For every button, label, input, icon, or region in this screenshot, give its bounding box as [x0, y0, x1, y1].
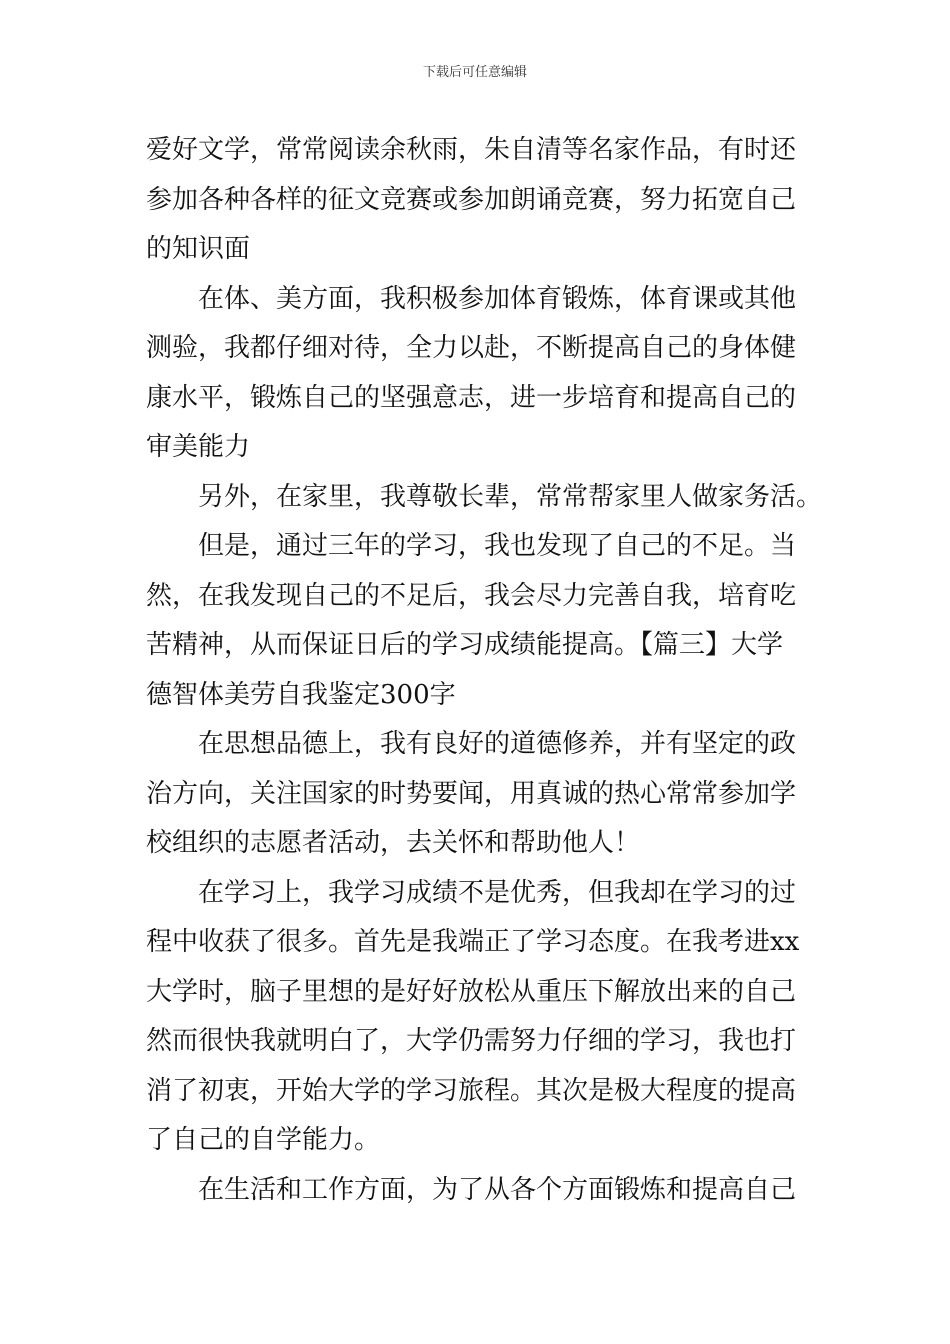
text-line: 校组织的志愿者活动，去关怀和帮助他人！ [146, 828, 641, 858]
text-line: 测验，我都仔细对待，全力以赴，不断提高自己的身体健 [146, 333, 797, 363]
text-line: 在思想品德上，我有良好的道德修养，并有坚定的政 [198, 729, 797, 759]
text-line: 参加各种各样的征文竞赛或参加朗诵竞赛，努力拓宽自己 [146, 184, 797, 215]
text-line: 了自己的自学能力。 [146, 1125, 381, 1155]
text-line: 程中收获了很多。首先是我端正了学习态度。在我考进xx [146, 927, 800, 957]
text-line: 在体、美方面，我积极参加体育锻炼，体育课或其他 [198, 283, 797, 314]
page-header: 下载后可任意编辑 [422, 65, 527, 80]
text-line: 康水平，锻炼自己的坚强意志，进一步培育和提高自己的 [146, 382, 797, 413]
text-line: 但是，通过三年的学习，我也发现了自己的不足。当 [198, 531, 797, 561]
text-line: 德智体美劳自我鉴定300字 [146, 679, 456, 710]
document-body [146, 126, 823, 1215]
text-line: 另外，在家里，我尊敬长辈，常常帮家里人做家务活。 [198, 481, 823, 512]
text-line: 然，在我发现自己的不足后，我会尽力完善自我，培育吃 [146, 580, 797, 611]
text-line: 然而很快我就明白了，大学仍需努力仔细的学习，我也打 [146, 1026, 797, 1056]
text-line: 大学时，脑子里想的是好好放松从重压下解放出来的自己 [146, 976, 797, 1007]
text-line: 在生活和工作方面，为了从各个方面锻炼和提高自己 [198, 1174, 797, 1205]
text-line: 治方向，关注国家的时势要闻，用真诚的热心常常参加学 [146, 778, 797, 809]
text-line: 在学习上，我学习成绩不是优秀，但我却在学习的过 [198, 877, 797, 908]
text-line: 爱好文学，常常阅读余秋雨，朱自清等名家作品，有时还 [146, 135, 797, 165]
text-line: 苦精神，从而保证日后的学习成绩能提高。【篇三】大学 [146, 630, 784, 660]
text-line: 消了初衷，开始大学的学习旅程。其次是极大程度的提高 [146, 1075, 797, 1106]
text-line: 的知识面 [146, 234, 251, 264]
text-line: 审美能力 [146, 432, 251, 462]
